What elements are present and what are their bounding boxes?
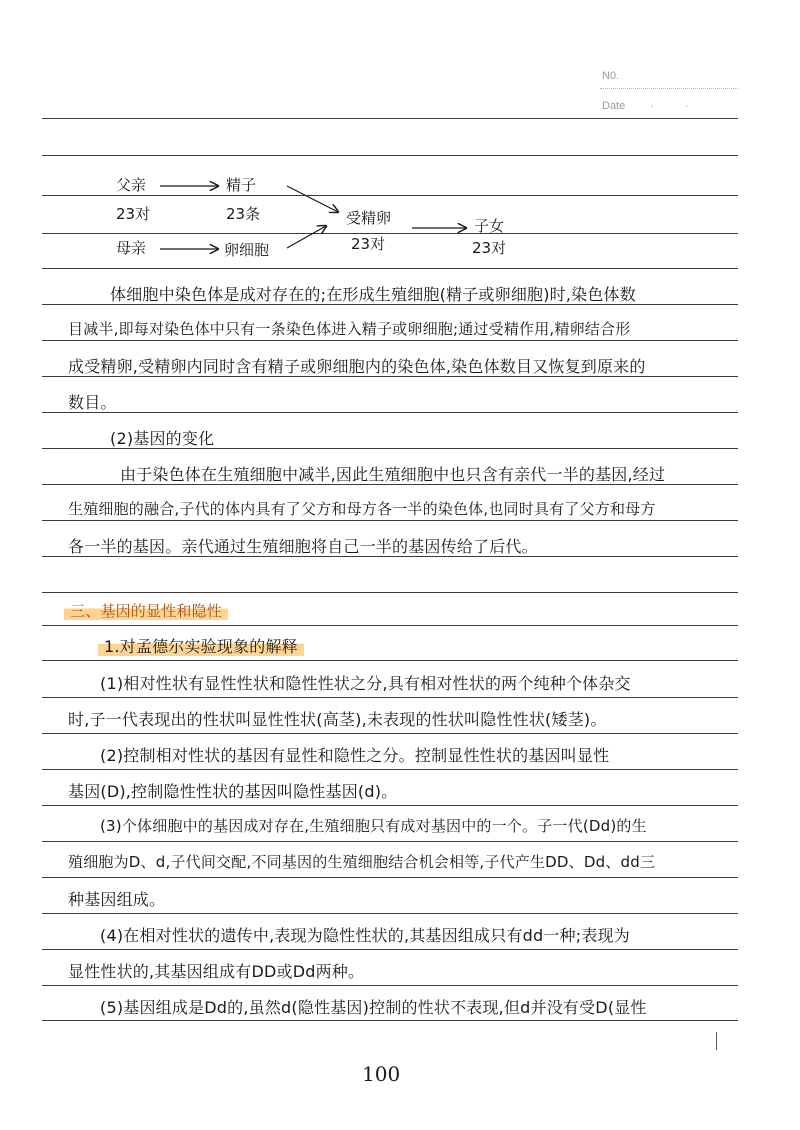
diagram-offspring-count: 23对 (472, 239, 507, 257)
diagram-egg: 卵细胞 (224, 241, 270, 259)
text-line: 基因(D),控制隐性性状的基因叫隐性基因(d)。 (68, 782, 398, 801)
number-dotted-line (600, 88, 738, 89)
ruled-line (42, 340, 738, 341)
text-line: 殖细胞为D、d,子代间交配,不同基因的生殖细胞结合机会相等,子代产生DD、Dd、dd三 (68, 853, 656, 871)
diagram-father: 父亲 (116, 176, 147, 194)
ruled-line (42, 769, 738, 770)
section-heading (64, 600, 228, 621)
diagram-mother: 母亲 (116, 239, 147, 257)
ruled-line (42, 233, 738, 234)
subsection-title (98, 634, 304, 657)
ruled-line (42, 195, 738, 196)
text-line: 时,子一代表现出的性状叫显性性状(高茎),未表现的性状叫隐性性状(矮茎)。 (68, 710, 607, 729)
ruled-line (42, 733, 738, 734)
ruled-line (42, 660, 738, 661)
text-line: 种基因组成。 (68, 890, 166, 909)
ruled-line (42, 592, 738, 593)
arrow-egg-zygote (287, 226, 326, 248)
ruled-line (42, 877, 738, 878)
diagram-offspring: 子女 (474, 217, 505, 235)
ruled-line (42, 155, 738, 156)
diagram-zygote: 受精卵 (346, 209, 392, 227)
text-line: (3)个体细胞中的基因成对存在,生殖细胞只有成对基因中的一个。子一代(Dd)的生 (100, 817, 647, 835)
margin-tick (716, 1032, 717, 1050)
subsection-title-text: 1.对孟德尔实验现象的解释 (98, 637, 304, 656)
ruled-line (42, 697, 738, 698)
ruled-line (42, 841, 738, 842)
diagram-sperm: 精子 (226, 176, 257, 194)
text-line: (4)在相对性状的遗传中,表现为隐性性状的,其基因组成只有dd一种;表现为 (100, 926, 630, 945)
ruled-line (42, 805, 738, 806)
ruled-line (42, 412, 738, 413)
ruled-line (42, 1020, 738, 1021)
text-line: (5)基因组成是Dd的,虽然d(隐性基因)控制的性状不表现,但d并没有受D(显性 (100, 998, 647, 1017)
text-line: 生殖细胞的融合,子代的体内具有了父方和母方各一半的染色体,也同时具有了父方和母方 (68, 500, 656, 518)
ruled-line (42, 118, 738, 119)
text-line: 显性性状的,其基因组成有DD或Dd两种。 (68, 962, 365, 981)
diagram-zygote-count: 23对 (351, 235, 386, 253)
text-line: (2)控制相对性状的基因有显性和隐性之分。控制显性性状的基因叫显性 (100, 746, 610, 765)
text-line: 体细胞中染色体是成对存在的;在形成生殖细胞(精子或卵细胞)时,染色体数 (110, 285, 636, 304)
subsection-title: (2)基因的变化 (110, 429, 215, 448)
text-line: 各一半的基因。亲代通过生殖细胞将自己一半的基因传给了后代。 (68, 537, 538, 556)
text-line: 由于染色体在生殖细胞中减半,因此生殖细胞中也只含有亲代一半的基因,经过 (120, 465, 666, 484)
ruled-line (42, 913, 738, 914)
arrow-sperm-zygote (287, 186, 338, 212)
diagram-sperm-count: 23条 (226, 205, 261, 223)
date-dots: · · (650, 100, 703, 112)
diagram-father-count: 23对 (116, 205, 151, 223)
page-number: 100 (362, 1062, 401, 1086)
ruled-line (42, 520, 738, 521)
date-label: Date (602, 100, 626, 112)
ruled-line (42, 625, 738, 626)
ruled-line (42, 985, 738, 986)
number-label: N0. (602, 70, 620, 82)
section-heading-text: 三、基因的显性和隐性 (64, 602, 228, 620)
ruled-line (42, 949, 738, 950)
text-line: (1)相对性状有显性性状和隐性性状之分,具有相对性状的两个纯种个体杂交 (100, 674, 631, 693)
text-line: 目减半,即每对染色体中只有一条染色体进入精子或卵细胞;通过受精作用,精卵结合形 (68, 320, 631, 338)
ruled-line (42, 268, 738, 269)
text-line: 数目。 (68, 393, 117, 412)
text-line: 成受精卵,受精卵内同时含有精子或卵细胞内的染色体,染色体数目又恢复到原来的 (68, 357, 646, 376)
